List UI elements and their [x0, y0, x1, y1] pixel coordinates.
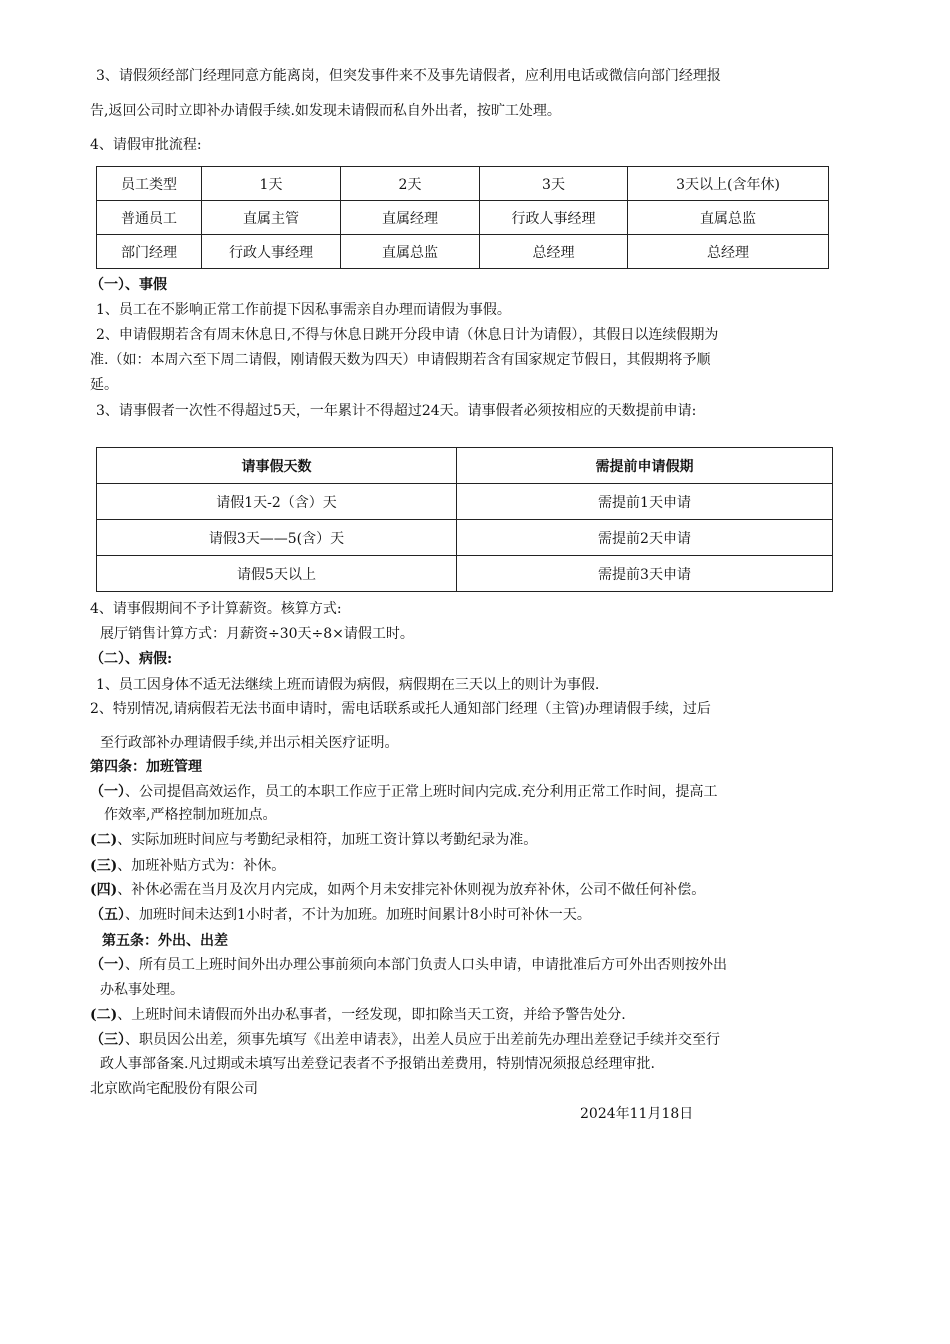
item-text: 、补休必需在当月及次月内完成，如两个月未安排完补休则视为放弃补休，公司不做任何补偿。	[117, 882, 706, 898]
sick-leave-title: （二）、病假:	[90, 651, 173, 667]
article5-item3-line1	[90, 1030, 720, 1050]
table-cell: 直属经理	[341, 201, 480, 235]
article5-item1-line2: 办私事处理。	[100, 982, 184, 998]
table-header-cell: 3天以上(含年休)	[628, 167, 829, 201]
item-text: 、公司提倡高效运作，员工的本职工作应于正常上班时间内完成.充分利用正常工作时间，提高工	[125, 784, 718, 800]
personal-leave-formula: 展厅销售计算方式：月薪资÷30天÷8×请假工时。	[100, 626, 414, 642]
personal-leave-item2-line3: 延。	[90, 377, 118, 393]
table-header-cell: 需提前申请假期	[457, 448, 833, 484]
table-cell: 总经理	[480, 235, 628, 269]
article4-item1-line1	[90, 782, 717, 802]
article5-item1-line1	[90, 955, 727, 975]
item-text: 、实际加班时间应与考勤纪录相符，加班工资计算以考勤纪录为准。	[117, 832, 538, 848]
sick-leave-item1: 1、员工因身体不适无法继续上班而请假为病假，病假期在三天以上的则计为事假.	[96, 677, 600, 693]
item-label: （一）	[90, 957, 125, 973]
personal-leave-item2-line2: 准.（如：本周六至下周二请假，刚请假天数为四天）申请假期若含有国家规定节假日，其假期将予顺	[90, 352, 711, 368]
article4-item5	[90, 905, 591, 925]
table-cell: 行政人事经理	[202, 235, 341, 269]
article4-item1-line2: 作效率,严格控制加班加点。	[104, 807, 277, 823]
item-label: (二)	[90, 832, 118, 848]
table-row	[97, 556, 833, 592]
item-text: 、职员因公出差，须事先填写《出差申请表》，出差人员应于出差前先办理出差登记手续并交至行	[125, 1032, 720, 1048]
item-label: （一）	[90, 784, 125, 800]
item-text: 、加班时间未达到1小时者，不计为加班。加班时间累计8小时可补休一天。	[125, 907, 591, 923]
article4-title: 第四条：加班管理	[90, 759, 202, 775]
table-cell: 请假3天——5(含）天	[97, 520, 457, 556]
personal-leave-item3: 3、请事假者一次性不得超过5天，一年累计不得超过24天。请事假者必须按相应的天数提前申请:	[96, 403, 697, 419]
table-cell: 行政人事经理	[480, 201, 628, 235]
sick-leave-item2-line1: 2、特别情况,请病假若无法书面申请时，需电话联系或托人通知部门经理（主管)办理请假手续，过后	[90, 701, 711, 717]
document-date: 2024年11月18日	[580, 1106, 694, 1122]
article4-item2	[90, 830, 537, 850]
table-cell: 直属总监	[628, 201, 829, 235]
table-row	[97, 201, 829, 235]
para3-line1: 3、请假须经部门经理同意方能离岗，但突发事件来不及事先请假者，应利用电话或微信向部门经理报	[96, 68, 721, 84]
item-label: (四)	[90, 882, 118, 898]
personal-leave-item2-line1: 2、申请假期若含有周末休息日,不得与休息日跳开分段申请（休息日计为请假），其假日以连续假期为	[96, 327, 719, 343]
personal-leave-notice-table	[96, 447, 833, 592]
table-cell: 直属总监	[341, 235, 480, 269]
article4-item3	[90, 856, 285, 876]
table-header-row	[97, 167, 829, 201]
article5-item2	[90, 1005, 626, 1025]
table-cell: 总经理	[628, 235, 829, 269]
item-text: 、加班补贴方式为：补休。	[117, 858, 286, 874]
item-label: （五）	[90, 907, 125, 923]
sick-leave-item2-line2: 至行政部补办理请假手续,并出示相关医疗证明。	[100, 735, 399, 751]
table-row	[97, 484, 833, 520]
personal-leave-item1: 1、员工在不影响正常工作前提下因私事需亲自办理而请假为事假。	[96, 302, 511, 318]
para4-title: 4、请假审批流程:	[90, 137, 202, 153]
para3-line2: 告,返回公司时立即补办请假手续.如发现未请假而私自外出者，按旷工处理。	[90, 103, 561, 119]
table-cell: 需提前2天申请	[457, 520, 833, 556]
table-header-cell: 员工类型	[97, 167, 202, 201]
table-row	[97, 235, 829, 269]
table-header-cell: 3天	[480, 167, 628, 201]
table-header-cell: 1天	[202, 167, 341, 201]
table-cell: 需提前1天申请	[457, 484, 833, 520]
item-label: (二)	[90, 1007, 118, 1023]
table-cell: 请假5天以上	[97, 556, 457, 592]
article4-item4	[90, 880, 705, 900]
table-header-cell: 请事假天数	[97, 448, 457, 484]
table-row	[97, 520, 833, 556]
personal-leave-item4: 4、请事假期间不予计算薪资。核算方式:	[90, 601, 342, 617]
item-label: (三)	[90, 858, 118, 874]
table-cell: 直属主管	[202, 201, 341, 235]
table-cell: 需提前3天申请	[457, 556, 833, 592]
approval-flow-table	[96, 166, 829, 269]
item-label: （三）	[90, 1032, 125, 1048]
personal-leave-title: （一）、事假	[90, 277, 167, 293]
article5-item3-line2: 政人事部备案.凡过期或未填写出差登记表者不予报销出差费用，特别情况须报总经理审批.	[100, 1056, 655, 1072]
item-text: 、上班时间未请假而外出办私事者，一经发现，即扣除当天工资，并给予警告处分.	[117, 1007, 626, 1023]
table-cell: 请假1天-2（含）天	[97, 484, 457, 520]
table-header-row	[97, 448, 833, 484]
article5-title: 第五条：外出、出差	[102, 933, 228, 949]
table-header-cell: 2天	[341, 167, 480, 201]
company-name: 北京欧尚宅配股份有限公司	[90, 1081, 258, 1097]
table-cell: 普通员工	[97, 201, 202, 235]
table-cell: 部门经理	[97, 235, 202, 269]
item-text: 、所有员工上班时间外出办理公事前须向本部门负责人口头申请，申请批准后方可外出否则按外出	[125, 957, 727, 973]
